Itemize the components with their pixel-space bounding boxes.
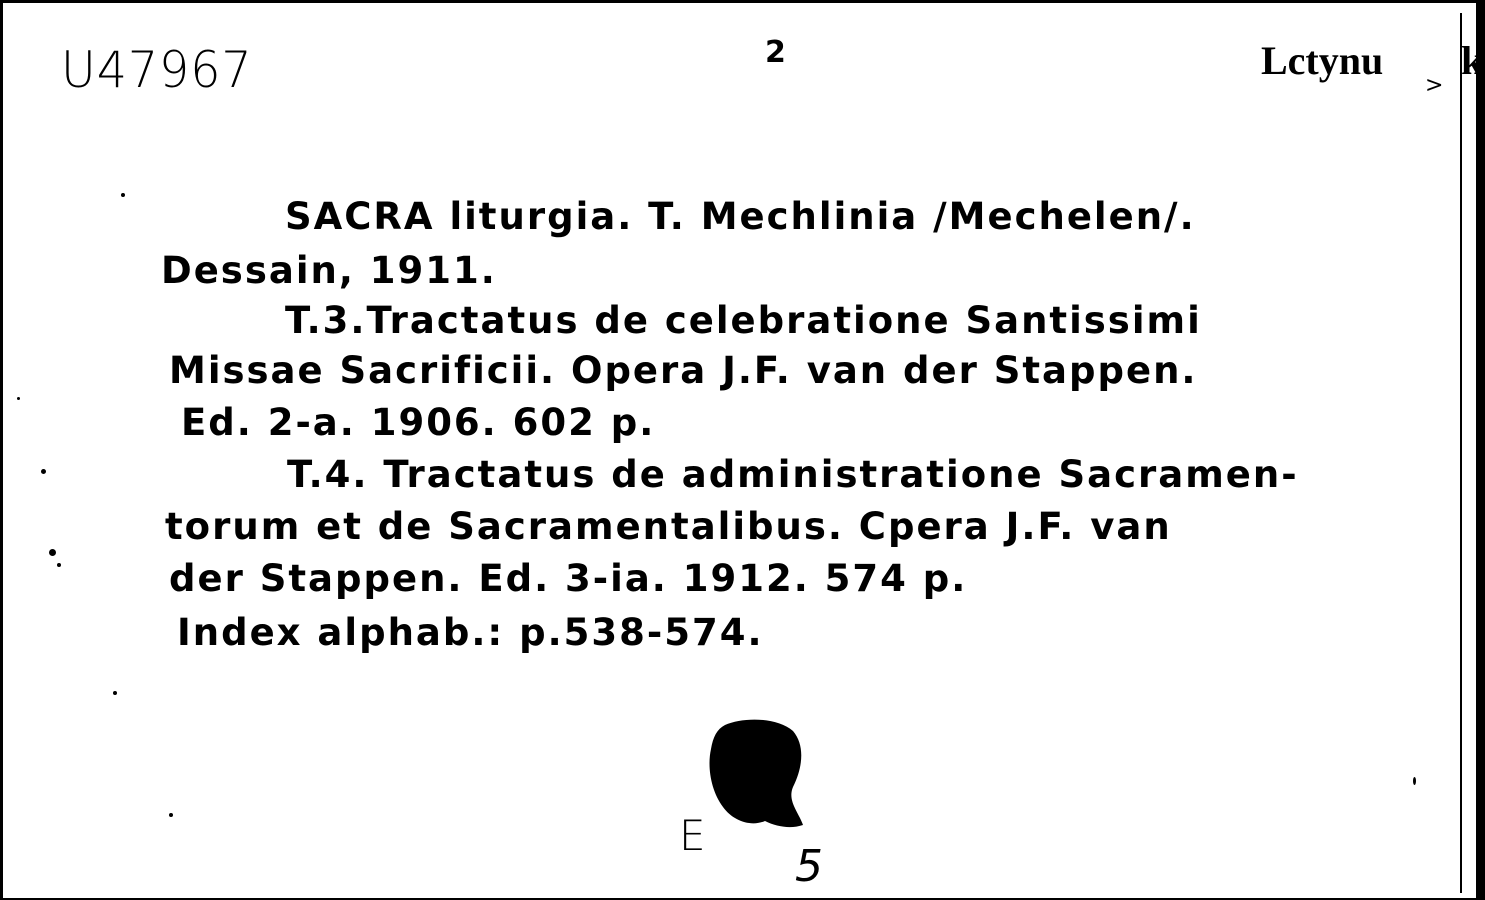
entry-line-vol4-title-cont: torum et de Sacramentalibus. Cpera J.F. van xyxy=(165,505,1172,548)
entry-line-vol4-edition: der Stappen. Ed. 3-ia. 1912. 574 p. xyxy=(169,557,968,600)
edge-mark: k xyxy=(1461,38,1484,83)
dust-speck xyxy=(57,563,61,567)
ink-blot xyxy=(707,717,807,833)
pencil-letter: E xyxy=(679,811,706,860)
dust-speck xyxy=(121,193,125,197)
entry-line-vol3-author: Missae Sacrificii. Opera J.F. van der Stappen. xyxy=(169,349,1198,392)
dust-speck xyxy=(49,549,56,556)
dust-speck xyxy=(113,691,117,695)
heading-tail: > xyxy=(1425,73,1444,98)
dust-speck xyxy=(41,469,46,474)
call-number: U47967 xyxy=(61,41,253,99)
card-edge-line xyxy=(1460,13,1462,893)
entry-line-vol3-edition: Ed. 2-a. 1906. 602 p. xyxy=(181,401,656,444)
dust-speck xyxy=(1413,777,1416,785)
entry-line-vol4-title: T.4. Tractatus de administratione Sacramen- xyxy=(287,453,1299,496)
dust-speck xyxy=(17,397,20,400)
pencil-number: 5 xyxy=(795,841,823,892)
dust-speck xyxy=(169,813,173,817)
entry-line-index: Index alphab.: p.538-574. xyxy=(177,611,764,654)
tray-number: 2 xyxy=(765,35,786,70)
entry-line-publisher: Dessain, 1911. xyxy=(161,249,497,292)
heading-word: Lctynu xyxy=(1261,38,1384,83)
entry-line-title: SACRA liturgia. T. Mechlinia /Mechelen/. xyxy=(285,195,1196,238)
entry-line-vol3-title: T.3.Tractatus de celebratione Santissimi xyxy=(285,299,1202,342)
